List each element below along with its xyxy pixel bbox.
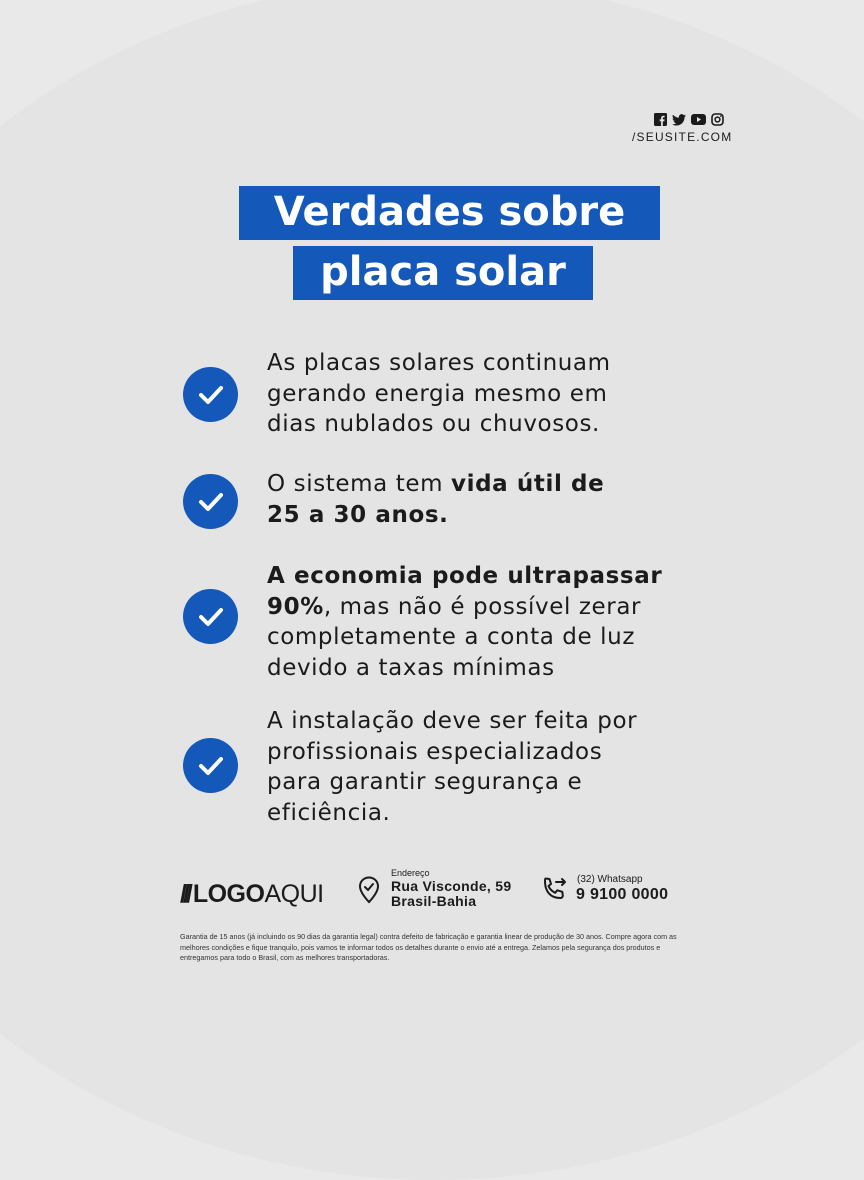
- item-line: [267, 500, 697, 531]
- disclaimer-text: Garantia de 15 anos (já incluindo os 90 dias da garantia legal) contra defeito de fabricação e garantia linear de produção de 30 anos. Compre agora com as melhores condições e fique tranquilo, pois vamos te informar todos os detalhes durante o envio até a entrega. Zelamos pela segurança dos produtos e entregamos para todo o Brasil, com as melhores transportadoras.: [180, 932, 677, 962]
- item-line: para garantir segurança e: [267, 769, 583, 795]
- item-text: [267, 348, 697, 440]
- logo-light: AQUI: [264, 880, 324, 908]
- item-line: eficiência.: [267, 799, 391, 826]
- item-line: gerando energia mesmo em: [267, 380, 608, 407]
- item-highlight: 25 a 30 anos.: [267, 501, 449, 528]
- address-line-2: Brasil-Bahia: [391, 893, 477, 909]
- location-pin-icon: [358, 876, 380, 909]
- address-label: Endereço: [391, 868, 430, 878]
- item-highlight: A economia pode ultrapassar: [267, 563, 663, 589]
- site-url[interactable]: /SEUSITE.COM: [632, 130, 733, 144]
- item-highlight: vida útil de: [451, 471, 605, 497]
- item-line: profissionais especializados: [267, 738, 603, 765]
- title-line-2: placa solar: [293, 246, 593, 300]
- twitter-icon[interactable]: [672, 114, 686, 126]
- logo[interactable]: [180, 880, 324, 909]
- item-line: As placas solares continuam: [267, 350, 611, 376]
- item-line: [267, 561, 697, 592]
- item-text: [267, 469, 697, 530]
- facebook-icon[interactable]: [654, 113, 667, 126]
- check-circle-icon: [183, 738, 238, 793]
- phone-label: (32) Whatsapp: [577, 874, 643, 885]
- item-line: devido a taxas mínimas: [267, 654, 555, 681]
- item-text: [267, 706, 697, 828]
- item-line: dias nublados ou chuvosos.: [267, 411, 600, 437]
- check-circle-icon: [183, 474, 238, 529]
- item-text: [267, 561, 697, 683]
- check-circle-icon: [183, 589, 238, 644]
- youtube-icon[interactable]: [691, 114, 706, 125]
- phone-forward-icon: [540, 875, 568, 908]
- phone-number[interactable]: 9 9100 0000: [576, 886, 669, 903]
- item-line: 90%, mas não é possível zerar: [267, 593, 642, 620]
- title-line-1: Verdades sobre: [239, 186, 660, 240]
- logo-bold: LOGO: [192, 880, 265, 908]
- address-line-1: Rua Visconde, 59: [391, 878, 512, 894]
- social-links: [654, 113, 724, 126]
- footer: [180, 868, 690, 913]
- logo-slashes: ///: [180, 880, 189, 908]
- item-highlight: 90%: [267, 593, 324, 620]
- item-line: A instalação deve ser feita por: [267, 708, 638, 734]
- instagram-icon[interactable]: [711, 113, 724, 126]
- item-line: O sistema tem vida útil de: [267, 471, 605, 497]
- item-line: completamente a conta de luz: [267, 624, 636, 650]
- check-circle-icon: [183, 367, 238, 422]
